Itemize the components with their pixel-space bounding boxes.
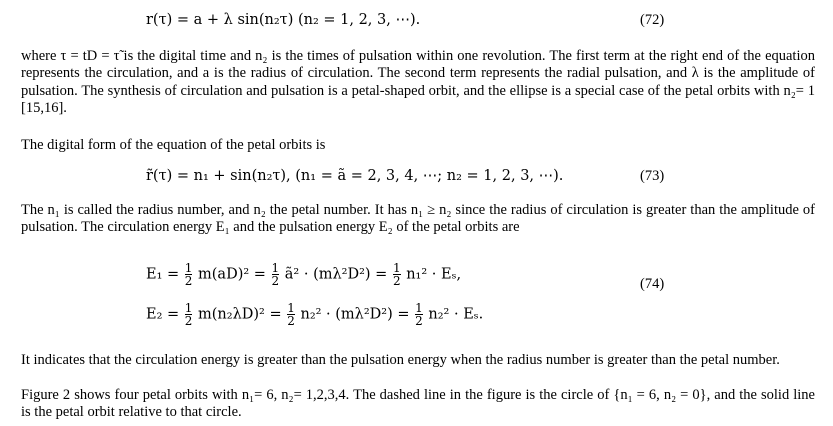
- equation-73-number: (73): [640, 168, 665, 184]
- equation-73: r̃(τ) = n₁ + sin(n₂τ), (n₁ = ã = 2, 3, 4, ⋯; n₂ = 1, 2, 3, ⋯).: [146, 168, 564, 184]
- paragraph-radius-number: The n₁ is called the radius number, and n₂ the petal number. It has n₁ ≥ n₂ since the radius of circulation is greater than the amplitude of pulsation. The circulation energy E₁ and the pulsation energy E₂ of the petal orbits are: [21, 202, 815, 236]
- fraction-half: $\frac{1}{2}$: [392, 261, 401, 288]
- paragraph-petal-orbit-description: where τ = tD = τ̃ is the digital time and n₂ is the times of pulsation within one revolution. The first term at the right end of the equation represents the circulation, and a is the radius of circulation. The second term represents the radial pulsation, and λ is the amplitude of pulsation. The synthesis of circulation and pulsation is a petal-shaped orbit, and the ellipse is a special case of the petal orbits with n₂= 1 [15,16].: [21, 48, 815, 117]
- e2-lhs: E₂ =: [146, 306, 180, 323]
- e1-term-3: n₁² · Eₛ,: [406, 266, 462, 283]
- fraction-half: $\frac{1}{2}$: [415, 301, 423, 328]
- e2-term-3: n₂² · Eₛ.: [428, 306, 484, 323]
- e2-term-1: m(n₂λD)² =: [198, 306, 282, 323]
- equation-72-number: (72): [640, 12, 665, 28]
- e1-term-2: ã² · (mλ²D²) =: [284, 266, 388, 283]
- fraction-half: $\frac{1}{2}$: [184, 261, 193, 288]
- equation-74-number: (74): [640, 276, 665, 292]
- equation-72: r(τ) = a + λ sin(n₂τ) (n₂ = 1, 2, 3, ⋯).: [146, 12, 421, 28]
- fraction-half: $\frac{1}{2}$: [271, 261, 280, 288]
- equation-74-line-1: [146, 262, 461, 287]
- e1-lhs: E₁ =: [146, 266, 180, 283]
- paragraph-figure-2-description: Figure 2 shows four petal orbits with n₁= 6, n₂= 1,2,3,4. The dashed line in the figure is the circle of {n₁ = 6, n₂ = 0}, and the solid line is the petal orbit relative to that circle.: [21, 387, 815, 421]
- e2-term-2: n₂² · (mλ²D²) =: [300, 306, 410, 323]
- equation-74-line-2: [146, 302, 483, 327]
- paragraph-energy-comparison: It indicates that the circulation energy is greater than the pulsation energy when the radius number is greater than the petal number.: [21, 352, 780, 368]
- fraction-half: $\frac{1}{2}$: [184, 301, 193, 328]
- paragraph-digital-form-intro: The digital form of the equation of the petal orbits is: [21, 137, 326, 153]
- fraction-half: $\frac{1}{2}$: [287, 301, 295, 328]
- e1-term-1: m(aD)² =: [198, 266, 266, 283]
